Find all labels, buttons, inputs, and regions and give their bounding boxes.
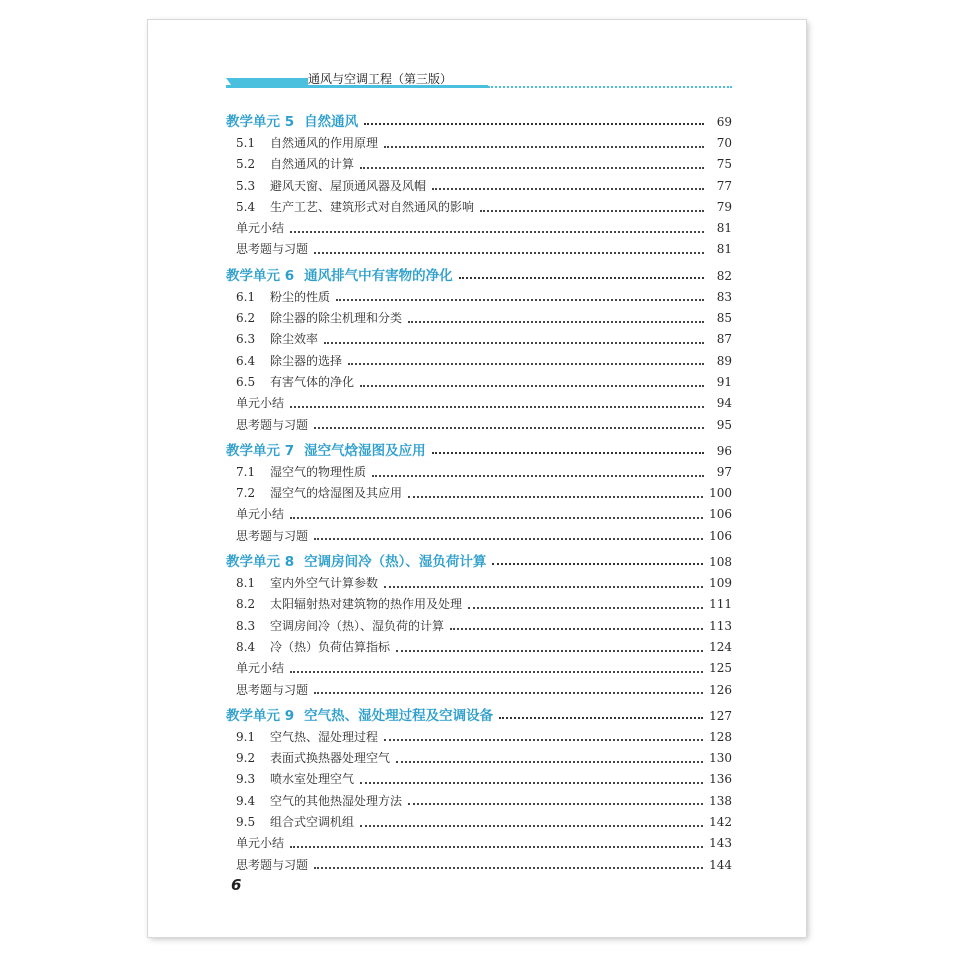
dot-leader — [324, 342, 704, 344]
toc-section-entry[interactable] — [226, 394, 732, 415]
toc-page-number: 130 — [709, 751, 732, 766]
toc-entry-number: 6.3 — [236, 332, 256, 347]
toc-section-entry[interactable] — [226, 617, 732, 638]
toc-page-number: 124 — [709, 639, 732, 654]
dot-leader — [396, 761, 703, 763]
toc-page-number: 128 — [709, 729, 732, 744]
toc-page-number: 82 — [716, 268, 732, 283]
dot-leader — [384, 739, 703, 741]
toc-page-number: 109 — [709, 576, 732, 591]
toc-page-number: 87 — [716, 332, 732, 347]
toc-entry-number: 8.2 — [236, 597, 256, 612]
header-dotted-rule — [488, 86, 732, 88]
toc-entry-number: 8.4 — [236, 639, 256, 654]
toc-section-entry[interactable] — [226, 574, 732, 595]
toc-entry-number: 9.2 — [236, 751, 256, 766]
toc-entry-number: 6.2 — [236, 311, 256, 326]
toc-entry-number: 教学单元 6 — [226, 267, 295, 284]
toc-entry-title: 单元小结 — [236, 661, 285, 676]
toc-entry-title: 空调房间冷（热）、湿负荷的计算 — [270, 618, 445, 633]
toc-entry-number: 9.1 — [236, 729, 256, 744]
toc-page-number: 108 — [709, 555, 732, 570]
toc-page-number: 81 — [716, 221, 732, 236]
toc-page-number: 125 — [709, 661, 732, 676]
toc-entry-number: 9.3 — [236, 772, 256, 787]
dot-leader — [408, 321, 704, 323]
toc-page-number: 111 — [709, 597, 732, 612]
toc-entry-number: 5.4 — [236, 199, 256, 214]
dot-leader — [290, 671, 703, 673]
toc-page-number: 127 — [709, 708, 732, 723]
toc-section-entry[interactable] — [226, 681, 732, 702]
dot-leader — [314, 427, 704, 429]
toc-entry-title: 自然通风的作用原理 — [270, 136, 379, 150]
toc-entry-number: 7.2 — [236, 486, 256, 501]
toc-page-number: 97 — [716, 464, 732, 479]
toc-entry-title: 室内外空气计算参数 — [270, 576, 379, 591]
toc-entry-title: 喷水室处理空气 — [270, 772, 355, 787]
toc-section-entry[interactable] — [226, 505, 732, 526]
dot-leader — [290, 406, 704, 408]
dot-leader — [450, 628, 703, 630]
dot-leader — [492, 563, 703, 565]
dot-leader — [499, 717, 703, 719]
toc-entry-number: 教学单元 7 — [226, 442, 295, 459]
dot-leader — [290, 517, 703, 519]
dot-leader — [480, 210, 704, 212]
toc-entry-title: 有害气体的净化 — [270, 374, 355, 389]
toc-section-entry[interactable] — [226, 134, 732, 155]
toc-section-entry[interactable] — [226, 527, 732, 548]
dot-leader — [360, 167, 704, 169]
toc-section-entry[interactable] — [226, 155, 732, 176]
toc-page-number: 79 — [716, 199, 732, 214]
dot-leader — [384, 146, 704, 148]
toc-entry-title: 湿空气焓湿图及应用 — [304, 442, 426, 459]
toc-page-number: 143 — [709, 836, 732, 851]
toc-section-entry[interactable] — [226, 792, 732, 813]
toc-section-entry[interactable] — [226, 240, 732, 261]
toc-entry-title: 表面式换热器处理空气 — [270, 751, 391, 766]
toc-entry-title: 空气的其他热湿处理方法 — [270, 793, 403, 808]
toc-entry-title: 空气热、湿处理过程及空调设备 — [304, 707, 494, 724]
dot-leader — [459, 277, 704, 279]
toc-entry-number: 6.5 — [236, 374, 256, 389]
toc-section-entry[interactable] — [226, 638, 732, 659]
toc-page-number: 75 — [716, 157, 732, 172]
toc-entry-number: 8.3 — [236, 618, 256, 633]
toc-entry-title: 思考题与习题 — [236, 682, 309, 697]
page-number: 6 — [231, 876, 242, 894]
toc-entry-number: 9.4 — [236, 793, 256, 808]
toc-entry-title: 思考题与习题 — [236, 417, 309, 432]
toc-page-number: 77 — [716, 178, 732, 193]
toc-unit-entry[interactable] — [226, 704, 732, 728]
toc-entry-number: 教学单元 5 — [226, 114, 295, 130]
toc-entry-number: 8.1 — [236, 576, 256, 591]
toc-section-entry[interactable] — [226, 484, 732, 505]
toc-page-number: 94 — [716, 396, 732, 411]
toc-page-number: 95 — [716, 417, 732, 432]
toc-section-entry[interactable] — [226, 659, 732, 680]
toc-section-entry[interactable] — [226, 177, 732, 198]
toc-page-number: 113 — [709, 618, 732, 633]
toc-page-number: 83 — [716, 289, 732, 304]
dot-leader — [396, 650, 703, 652]
toc-section-entry[interactable] — [226, 856, 732, 877]
dot-leader — [360, 385, 704, 387]
toc-entry-title: 思考题与习题 — [236, 242, 309, 257]
dot-leader — [314, 252, 704, 254]
toc-entry-title: 单元小结 — [236, 221, 285, 236]
toc-entry-number: 5.3 — [236, 178, 256, 193]
dot-leader — [360, 825, 703, 827]
book-title: 通风与空调工程（第三版） — [308, 72, 453, 86]
dot-leader — [314, 538, 703, 540]
toc-entry-title: 除尘效率 — [270, 332, 319, 347]
toc-entry-title: 除尘器的除尘机理和分类 — [270, 311, 403, 326]
toc-entry-number: 5.2 — [236, 157, 256, 172]
toc-section-entry[interactable] — [226, 770, 732, 791]
toc-page-number: 142 — [709, 815, 732, 830]
toc-entry-title: 单元小结 — [236, 507, 285, 522]
dot-leader — [468, 607, 703, 609]
toc-entry-title: 组合式空调机组 — [270, 815, 355, 830]
toc-section-entry[interactable] — [226, 288, 732, 309]
toc-section-entry[interactable] — [226, 595, 732, 616]
toc-entry-number: 5.1 — [236, 136, 256, 150]
toc-section-entry[interactable] — [226, 834, 732, 855]
dot-leader — [408, 496, 703, 498]
toc-entry-title: 生产工艺、建筑形式对自然通风的影响 — [270, 199, 475, 214]
dot-leader — [360, 782, 703, 784]
toc-section-entry[interactable] — [226, 749, 732, 770]
toc-page-number: 138 — [709, 793, 732, 808]
toc-unit-entry[interactable] — [226, 110, 732, 134]
dot-leader — [364, 123, 704, 125]
toc-section-entry[interactable] — [226, 416, 732, 437]
toc-entry-number: 7.1 — [236, 464, 256, 479]
dot-leader — [432, 452, 704, 454]
toc-entry-title: 太阳辐射热对建筑物的热作用及处理 — [270, 597, 463, 612]
toc-entry-number: 9.5 — [236, 815, 256, 830]
toc-unit-entry[interactable] — [226, 439, 732, 463]
toc-page-number: 144 — [709, 857, 732, 872]
toc-page-number: 89 — [716, 353, 732, 368]
toc-page-number: 70 — [716, 136, 732, 150]
toc-entry-title: 通风排气中有害物的净化 — [304, 267, 453, 284]
dot-leader — [348, 363, 704, 365]
table-of-contents — [226, 108, 732, 877]
toc-entry-number: 6.4 — [236, 353, 256, 368]
toc-page-number: 96 — [716, 443, 732, 458]
toc-section-entry[interactable] — [226, 219, 732, 240]
toc-entry-title: 思考题与习题 — [236, 528, 309, 543]
toc-entry-title: 避风天窗、屋顶通风器及风帽 — [270, 178, 427, 193]
toc-unit-entry[interactable] — [226, 550, 732, 574]
dot-leader — [432, 188, 704, 190]
toc-section-entry[interactable] — [226, 352, 732, 373]
toc-entry-title: 湿空气的物理性质 — [270, 464, 367, 479]
toc-section-entry[interactable] — [226, 813, 732, 834]
toc-section-entry[interactable] — [226, 330, 732, 351]
toc-entry-title: 冷（热）负荷估算指标 — [270, 639, 391, 654]
toc-page-number: 69 — [716, 115, 732, 129]
toc-entry-title: 空气热、湿处理过程 — [270, 729, 379, 744]
toc-entry-number: 6.1 — [236, 289, 256, 304]
toc-entry-title: 除尘器的选择 — [270, 353, 343, 368]
dot-leader — [384, 586, 703, 588]
toc-entry-title: 思考题与习题 — [236, 857, 309, 872]
toc-entry-title: 湿空气的焓湿图及其应用 — [270, 486, 403, 501]
dot-leader — [408, 803, 703, 805]
toc-section-entry[interactable] — [226, 728, 732, 749]
dot-leader — [336, 299, 704, 301]
toc-entry-title: 空调房间冷（热）、湿负荷计算 — [304, 554, 487, 571]
toc-page-number: 100 — [709, 486, 732, 501]
toc-page-number: 136 — [709, 772, 732, 787]
toc-page-number: 106 — [709, 528, 732, 543]
toc-section-entry[interactable] — [226, 373, 732, 394]
toc-entry-title: 单元小结 — [236, 836, 285, 851]
dot-leader — [314, 867, 703, 869]
dot-leader — [314, 692, 703, 694]
toc-entry-title: 单元小结 — [236, 396, 285, 411]
toc-entry-title: 自然通风 — [304, 114, 359, 130]
toc-page-number: 126 — [709, 682, 732, 697]
dot-leader — [372, 475, 704, 477]
toc-entry-number: 教学单元 9 — [226, 707, 295, 724]
dot-leader — [290, 231, 704, 233]
toc-section-entry[interactable] — [226, 309, 732, 330]
toc-section-entry[interactable] — [226, 463, 732, 484]
toc-page-number: 91 — [716, 374, 732, 389]
toc-section-entry[interactable] — [226, 198, 732, 219]
toc-entry-number: 教学单元 8 — [226, 554, 295, 571]
toc-entry-title: 粉尘的性质 — [270, 289, 331, 304]
toc-page-number: 85 — [716, 311, 732, 326]
toc-page-number: 81 — [716, 242, 732, 257]
running-header — [226, 73, 732, 97]
toc-entry-title: 自然通风的计算 — [270, 157, 355, 172]
toc-unit-entry[interactable] — [226, 264, 732, 288]
toc-page-number: 106 — [709, 507, 732, 522]
dot-leader — [290, 846, 703, 848]
